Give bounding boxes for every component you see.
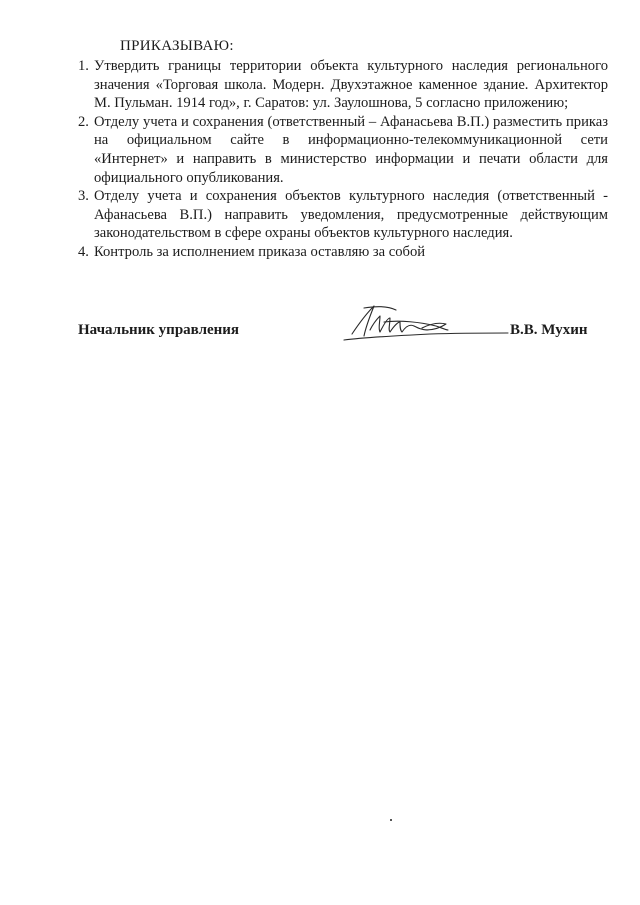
order-item-number: 2. [78,113,89,130]
order-item-text: Отделу учета и сохранения объектов культурного наследия (ответственный - Афанасьева В.П.) направить уведомления, предусмотренные действующим законодательством в сфере охраны объектов культурного наследия. [94,188,608,242]
order-list [78,57,608,262]
order-item-number: 1. [78,58,89,74]
position-title: Начальник управления [78,322,240,338]
order-item-text: Отделу учета и сохранения (ответственный – Афанасьева В.П.) разместить приказ на официальном сайте в информационно-телекоммуникационной сети «Интернет» и направить в министерство информации и печати области для официального опубликования. [94,113,608,186]
order-item [78,113,608,187]
order-item [78,57,608,113]
scan-speck [390,819,392,821]
order-item [78,243,608,262]
handwritten-signature-icon [330,300,510,348]
order-item-text: Утвердить границы территории объекта культурного наследия регионального значения «Торговая школа. Модерн. Двухэтажное каменное здание. Архитектор М. Пульман. 1914 год», г. Саратов: ул. Заулошнова, 5 согласно приложению; [94,58,608,112]
order-item [78,187,608,243]
order-item-text: Контроль за исполнением приказа оставляю за собой [94,243,426,260]
order-item-number: 3. [78,188,89,205]
order-heading: ПРИКАЗЫВАЮ: [120,38,234,54]
order-item-number: 4. [78,243,89,260]
signer-name: В.В. Мухин [510,322,588,338]
